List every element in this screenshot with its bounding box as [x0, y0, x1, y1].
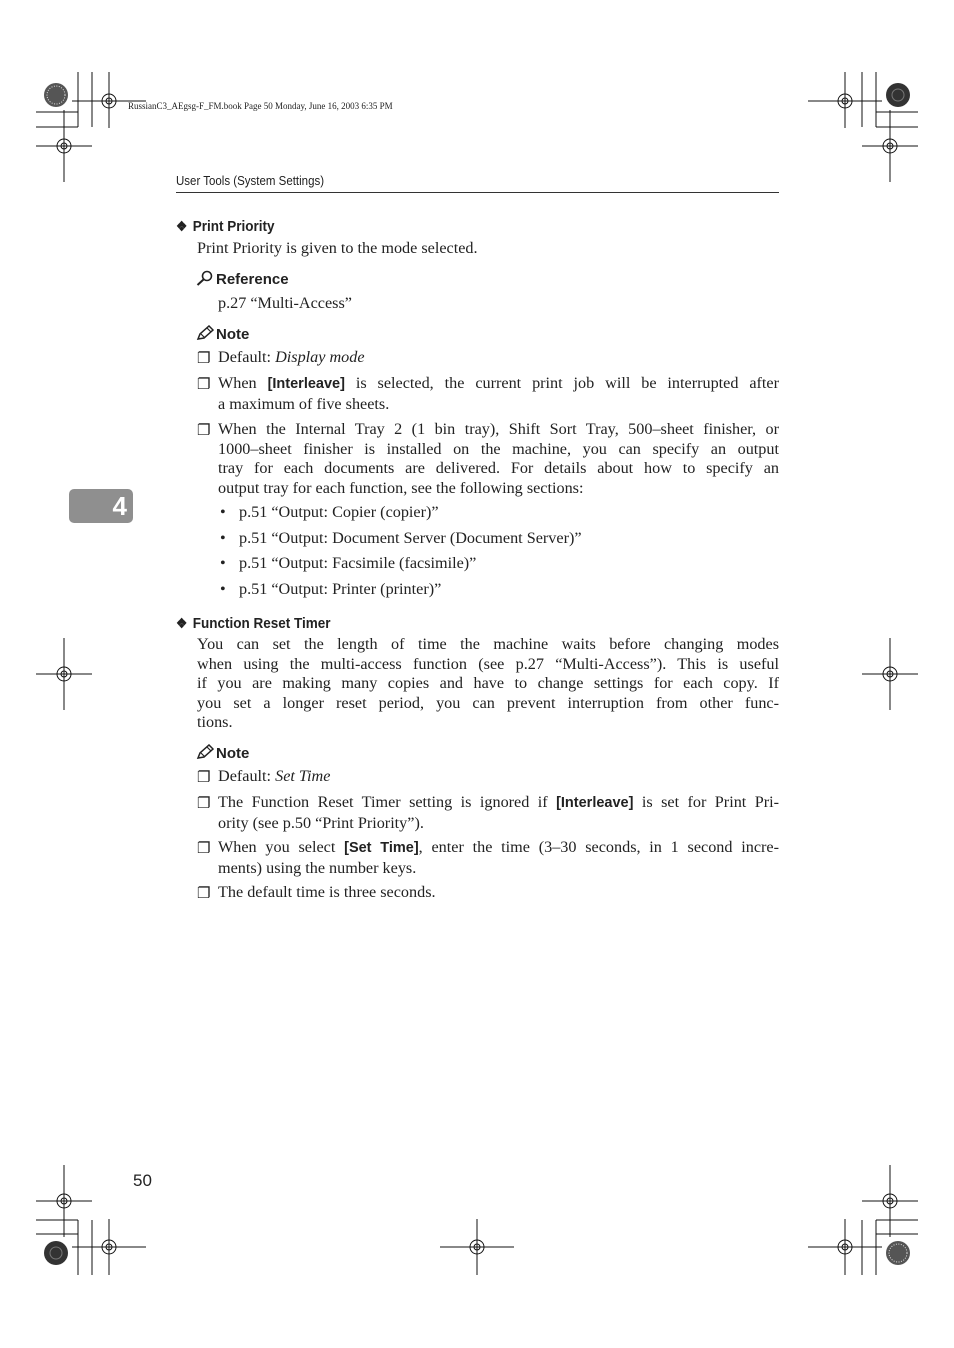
- reference-link-multi-access[interactable]: p.27 “Multi-Access”: [218, 294, 352, 312]
- page-number: 50: [133, 1171, 152, 1190]
- pencil-note-icon: [196, 325, 214, 345]
- note-item-default: ❐ Default: Display mode: [197, 348, 365, 367]
- print-slug: RussianC3_AEgsg-F_FM.book Page 50 Monday, June 16, 2003 6:35 PM: [128, 101, 393, 111]
- note-item-default-time: ❐ The default time is three seconds.: [197, 883, 436, 902]
- note-item-set-time: ❐ When you select [Set Time], enter the time (3–30 seconds, in 1 second incre- ments) using the number keys.: [197, 838, 780, 877]
- note-item-default: ❐ Default: Set Time: [197, 767, 331, 786]
- print-priority-description: Print Priority is given to the mode selected.: [197, 239, 478, 257]
- list-item[interactable]: • p.51 “Output: Document Server (Document Server)”: [220, 529, 582, 547]
- note-item-interleave: ❐ The Function Reset Timer setting is ignored if [Interleave] is set for Print Pri- ority (see p.50 “Print Priority”).: [197, 793, 779, 832]
- pencil-note-icon: [196, 744, 214, 764]
- section-heading-function-reset-timer: ❖ Function Reset Timer: [176, 615, 331, 632]
- checkbox-bullet-icon: ❐: [197, 839, 211, 857]
- reference-label: Reference: [196, 270, 289, 290]
- list-item[interactable]: • p.51 “Output: Facsimile (facsimile)”: [220, 554, 477, 572]
- checkbox-bullet-icon: ❐: [197, 884, 211, 902]
- checkbox-bullet-icon: ❐: [197, 421, 211, 439]
- list-item[interactable]: • p.51 “Output: Copier (copier)”: [220, 503, 439, 521]
- diamond-bullet-icon: ❖: [176, 615, 188, 631]
- checkbox-bullet-icon: ❐: [197, 794, 211, 812]
- note-item-interleave: ❐ When [Interleave] is selected, the current print job will be interrupted after a maximum of five sheets.: [197, 374, 779, 413]
- checkbox-bullet-icon: ❐: [197, 768, 211, 786]
- diamond-bullet-icon: ❖: [176, 218, 188, 234]
- checkbox-bullet-icon: ❐: [197, 349, 211, 367]
- section-heading-print-priority: ❖ Print Priority: [176, 218, 275, 235]
- note-label: Note: [196, 744, 249, 764]
- list-item[interactable]: • p.51 “Output: Printer (printer)”: [220, 580, 442, 598]
- note-item-output-tray: ❐ When the Internal Tray 2 (1 bin tray), Shift Sort Tray, 500–sheet finisher, or 1000–sheet finisher is installed on the machine, you can specify an output tray for each documents are delivered. For details about how to specify an output tray for each function, see the following sections:: [197, 420, 779, 497]
- note-label: Note: [196, 325, 249, 345]
- running-head: User Tools (System Settings): [176, 174, 325, 188]
- header-rule: [176, 192, 779, 193]
- chapter-tab: 4: [69, 489, 133, 523]
- magnifier-icon: [196, 270, 214, 290]
- function-reset-description: You can set the length of time the machine waits before changing modes when using the multi-access function (see p.27 “Multi-Access”). This is useful if you are making many copies and have to change settings for each copy. If you set a longer reset period, you can prevent interruption from other func- tions.: [197, 635, 779, 732]
- checkbox-bullet-icon: ❐: [197, 375, 211, 393]
